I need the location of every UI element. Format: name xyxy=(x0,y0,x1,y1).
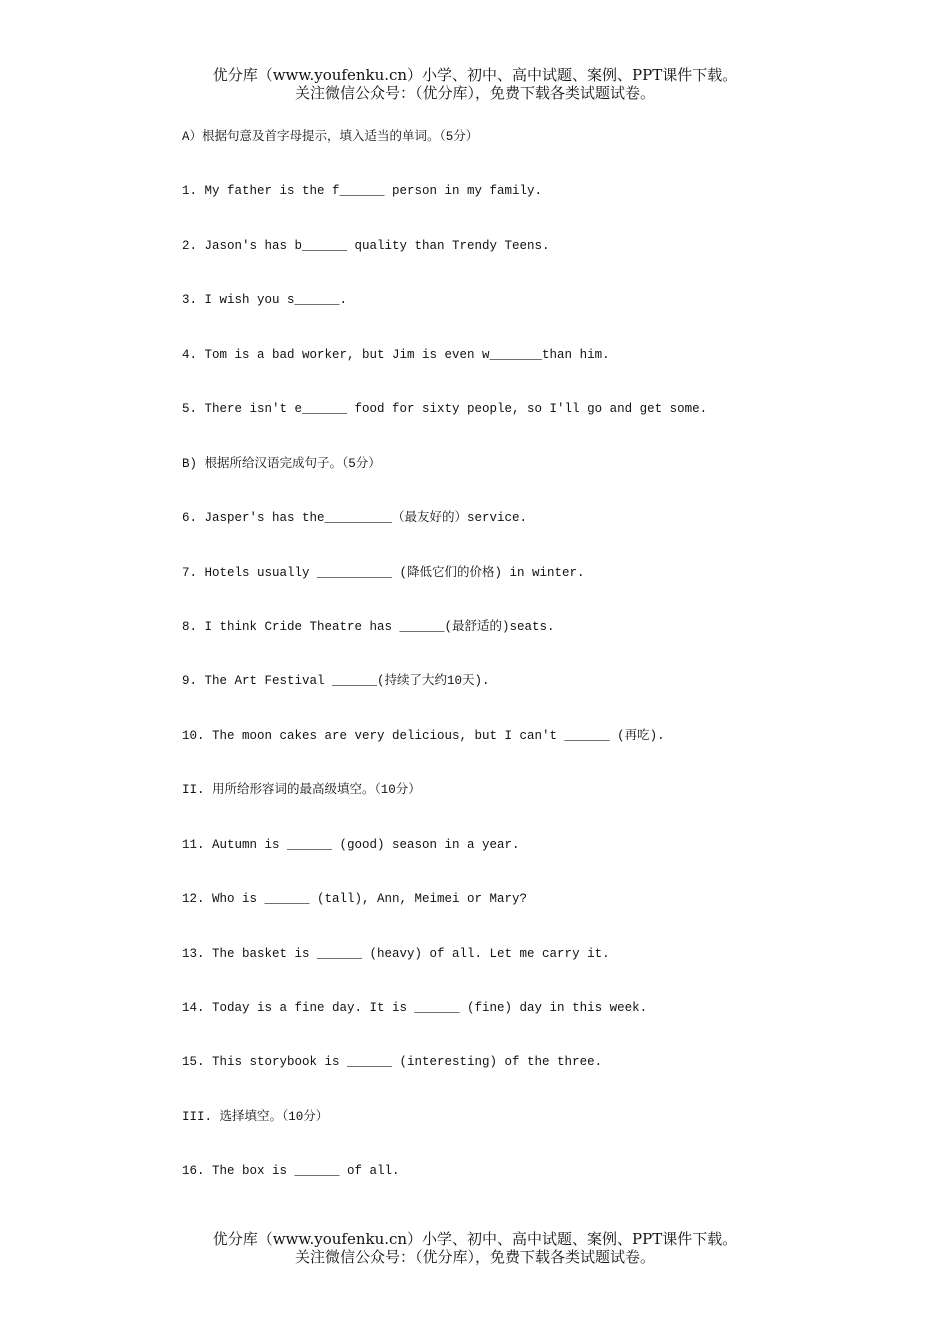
question-5: 5. There isn't e______ food for sixty people, so I'll go and get some. xyxy=(182,402,708,417)
question-13: 13. The basket is ______ (heavy) of all. Let me carry it. xyxy=(182,946,610,961)
footer-line-2: 关注微信公众号：（优分库），免费下载各类试题试卷。 xyxy=(294,1248,655,1266)
section-heading-iii: III. 选择填空。（10分） xyxy=(182,1109,329,1124)
question-1: 1. My father is the f______ person in my family. xyxy=(182,184,543,199)
question-3: 3. I wish you s______. xyxy=(182,293,348,308)
question-10: 10. The moon cakes are very delicious, but I can't ______ (再吃). xyxy=(182,728,665,743)
footer-line-1: 优分库（www.youfenku.cn）小学、初中、高中试题、案例、PPT课件下载。 xyxy=(212,1230,738,1248)
header-line-1: 优分库（www.youfenku.cn）小学、初中、高中试题、案例、PPT课件下载。 xyxy=(212,66,738,84)
question-6: 6. Jasper's has the_________（最友好的）service. xyxy=(182,511,528,526)
question-7: 7. Hotels usually __________ (降低它们的价格) in winter. xyxy=(182,565,585,580)
section-heading-ii: II. 用所给形容词的最高级填空。（10分） xyxy=(182,783,421,798)
exercise-content xyxy=(182,127,902,1216)
question-8: 8. I think Cride Theatre has ______(最舒适的)seats. xyxy=(182,619,555,634)
question-9: 9. The Art Festival ______(持续了大约10天). xyxy=(182,674,490,689)
question-4: 4. Tom is a bad worker, but Jim is even w_______than him. xyxy=(182,347,610,362)
question-16: 16. The box is ______ of all. xyxy=(182,1164,400,1179)
question-14: 14. Today is a fine day. It is ______ (fine) day in this week. xyxy=(182,1001,648,1015)
page-footer xyxy=(0,1230,950,1266)
question-15: 15. This storybook is ______ (interesting) of the three. xyxy=(182,1055,603,1070)
page-header xyxy=(0,66,950,102)
section-heading-a: A）根据句意及首字母提示，填入适当的单词。（5分） xyxy=(182,130,479,144)
header-line-2: 关注微信公众号：（优分库），免费下载各类试题试卷。 xyxy=(294,84,655,102)
section-heading-b: B) 根据所给汉语完成句子。（5分） xyxy=(182,456,381,471)
question-11: 11. Autumn is ______ (good) season in a year. xyxy=(182,837,520,852)
question-12: 12. Who is ______ (tall), Ann, Meimei or Mary? xyxy=(182,892,528,907)
question-2: 2. Jason's has b______ quality than Trendy Teens. xyxy=(182,238,550,253)
